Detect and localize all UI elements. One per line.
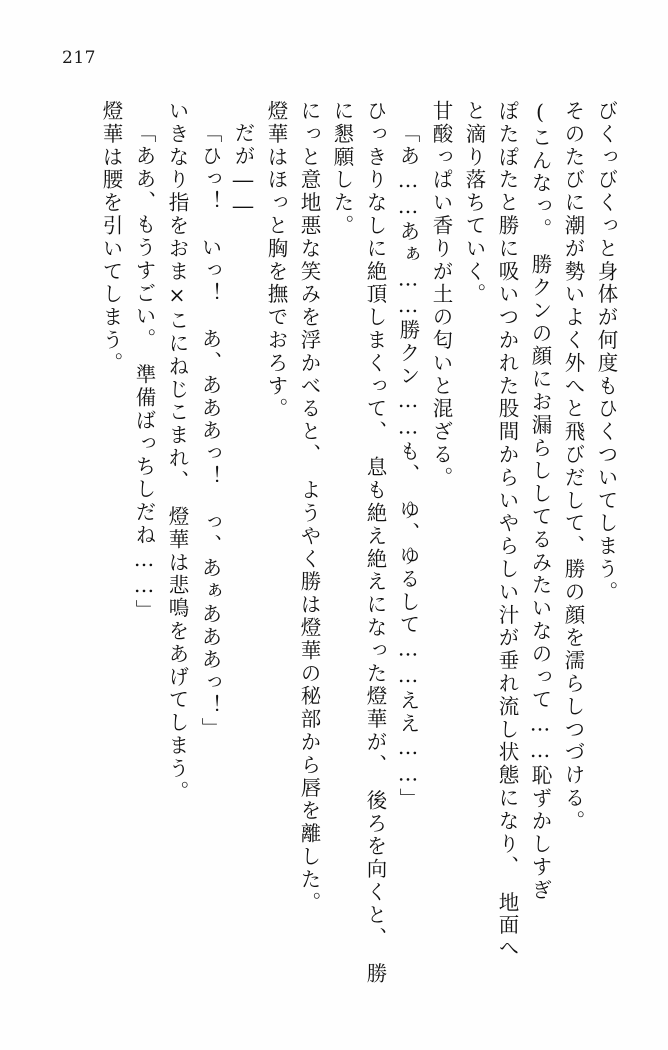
text-line: 燈華は腰を引いてしまう。	[99, 100, 123, 375]
text-line: 甘酸っぱい香りが土の匂いと混ざる。	[429, 100, 453, 490]
text-line: 「ああ、もうすごい。 準備ばっちしだね……」	[132, 122, 156, 623]
page-number: 217	[62, 48, 96, 68]
text-line: だが――	[231, 122, 255, 221]
text-line: びくっびくっと身体が何度もひくついてしまう。	[594, 100, 618, 604]
text-line: 「ひっ！ いっ！ あ、あああっ！ っ、あぁあああっ！」	[198, 122, 222, 741]
text-line: (こんなっ。 勝クンの顔にお漏らししてるみたいなのって……恥ずかしすぎ	[528, 100, 552, 902]
vertical-text-body	[40, 100, 616, 990]
text-line: にっと意地悪な笑みを浮かべると、 ようやく勝は燈華の秘部から唇を離した。	[297, 100, 321, 915]
text-line: ぽたぽたと勝に吸いつかれた股間からいやらしい汁が垂れ流し状態になり、 地面へ	[495, 100, 519, 960]
text-line: ひっきりなしに絶頂しまくって、 息も絶え絶えになった燈華が、 後ろを向くと、 勝	[363, 100, 387, 986]
text-line: 燈華はほっと胸を撫でおろす。	[264, 100, 288, 421]
text-line: いきなり指をおま×こにねじこまれ、 燈華は悲鳴をあげてしまう。	[165, 100, 189, 804]
text-line: 「あ……あぁ……勝クン……も、 ゆ、ゆるして……ええ……」	[396, 122, 420, 811]
text-line: に懇願した。	[330, 100, 354, 238]
text-line: と滴り落ちていく。	[462, 100, 486, 307]
text-line: そのたびに潮が勢いよく外へと飛びだして、勝の顔を濡らしつづける。	[561, 100, 585, 833]
